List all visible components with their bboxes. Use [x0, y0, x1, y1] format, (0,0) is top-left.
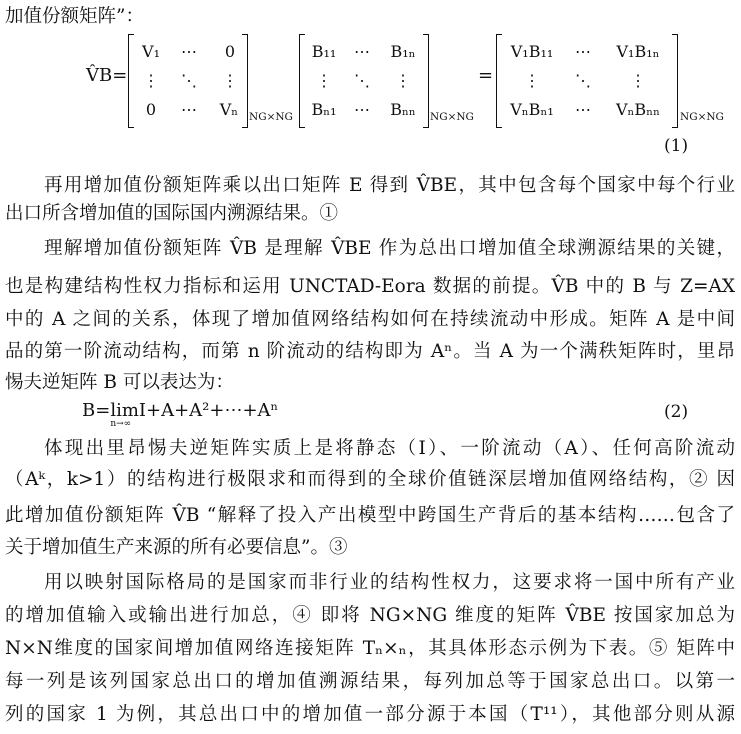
matrix-cell: V₁	[142, 42, 160, 61]
paragraph-line: （Aᵏ，k>1）的结构进行极限求和而得到的全球价值链深层增加值网络结构，② 因	[5, 469, 735, 490]
matrix-vb	[496, 34, 678, 128]
matrix-cell: Bₙ₁	[311, 100, 337, 119]
paragraph-line: 的增加值输入或输出进行加总，④ 即将 NG×NG 维度的矩阵 V̂BE 按国家加总为	[5, 605, 735, 626]
paragraph-line: N×N维度的国家间增加值网络连接矩阵 Tₙ×ₙ，其具体形态示例为下表。⑤ 矩阵中	[5, 638, 735, 659]
paragraph-line: 用以映射国际格局的是国家而非行业的结构性权力，这要求将一国中所有产业	[44, 572, 735, 593]
matrix-cell: ⋱	[575, 71, 591, 90]
matrix-cell: Bₙₙ	[390, 100, 416, 119]
matrix-cell: 0	[224, 42, 236, 61]
matrix-cell: ⋯	[354, 42, 370, 61]
matrix-cell: ⋯	[354, 100, 370, 119]
matrix-cell: V₁B₁ₙ	[616, 42, 660, 61]
matrix-v	[128, 34, 248, 128]
paragraph-line: 中的 A 之间的关系，体现了增加值网络结构如何在持续流动中形成。矩阵 A 是中间	[5, 309, 735, 330]
matrix-cell: VₙBₙ₁	[510, 100, 554, 119]
matrix-cell: ⋮	[222, 71, 238, 90]
paragraph-line: 再用增加值份额矩阵乘以出口矩阵 E 得到 V̂BE，其中包含每个国家中每个行业	[44, 175, 735, 196]
matrix-cell: ⋮	[316, 71, 332, 90]
matrix-cell: Vₙ	[219, 100, 239, 119]
limit-operator: lim n→∞	[110, 400, 139, 429]
limit-subscript: n→∞	[110, 419, 132, 429]
paragraph-line: 每一列是该列国家总出口的增加值溯源结果，每列加总等于国家总出口。以第一	[5, 671, 735, 692]
matrix-cell: V₁B₁₁	[510, 42, 554, 61]
equation-1-lhs: V̂B=	[86, 65, 128, 86]
matrix-cell: ⋱	[354, 71, 370, 90]
matrix-cell: 0	[145, 100, 157, 119]
matrix-cell: ⋮	[143, 71, 159, 90]
paragraph-line: 体现出里昂惕夫逆矩阵实质上是将静态（I）、一阶流动（A）、任何高阶流动	[44, 438, 735, 459]
equals-sign: =	[478, 65, 494, 86]
matrix-cell: ⋯	[181, 100, 197, 119]
equation-2-rhs: I+A+A²+⋯+Aⁿ	[138, 400, 279, 421]
matrix-cell: B₁₁	[311, 42, 337, 61]
paragraph-line: 也是构建结构性权力指标和运用 UNCTAD-Eora 数据的前提。V̂B 中的 B 与 Z=AX	[5, 276, 735, 297]
equation-number: (2)	[664, 402, 689, 422]
paragraph-line: 惕夫逆矩阵 B 可以表达为：	[5, 372, 234, 393]
matrix-dimension: NG×NG	[680, 111, 724, 123]
equation-2-lhs: B=	[82, 400, 111, 421]
matrix-cell: ⋯	[575, 100, 591, 119]
paragraph-line: 此增加值份额矩阵 V̂B “解释了投入产出模型中跨国生产背后的基本结构……包含了	[5, 505, 735, 526]
matrix-b	[299, 34, 429, 128]
equation-2	[82, 400, 279, 429]
paragraph-line: 列的国家 1 为例，其总出口中的增加值一部分源于本国（T¹¹），其他部分则从源	[5, 704, 735, 725]
matrix-cell: ⋯	[575, 42, 591, 61]
matrix-dimension: NG×NG	[249, 111, 293, 123]
matrix-dimension: NG×NG	[430, 111, 474, 123]
matrix-cell: ⋮	[395, 71, 411, 90]
matrix-cell: B₁ₙ	[390, 42, 416, 61]
paragraph-line: 出口所含增加值的国际国内溯源结果。①	[5, 203, 339, 224]
matrix-cell: ⋮	[524, 71, 540, 90]
matrix-cell: ⋯	[181, 42, 197, 61]
paragraph-line: 关于增加值生产来源的所有必要信息”。③	[5, 537, 348, 558]
matrix-cell: VₙBₙₙ	[615, 100, 661, 119]
matrix-cell: ⋮	[630, 71, 646, 90]
paragraph-line: 理解增加值份额矩阵 V̂B 是理解 V̂BE 作为总出口增加值全球溯源结果的关键，	[44, 238, 735, 259]
equation-number: (1)	[664, 136, 689, 156]
paragraph-line: 品的第一阶流动结构，而第 n 阶流动的结构即为 Aⁿ。当 A 为一个满秩矩阵时，里昂	[5, 341, 735, 362]
matrix-cell: ⋱	[181, 71, 197, 90]
heading-text: 加值份额矩阵”：	[5, 6, 144, 27]
